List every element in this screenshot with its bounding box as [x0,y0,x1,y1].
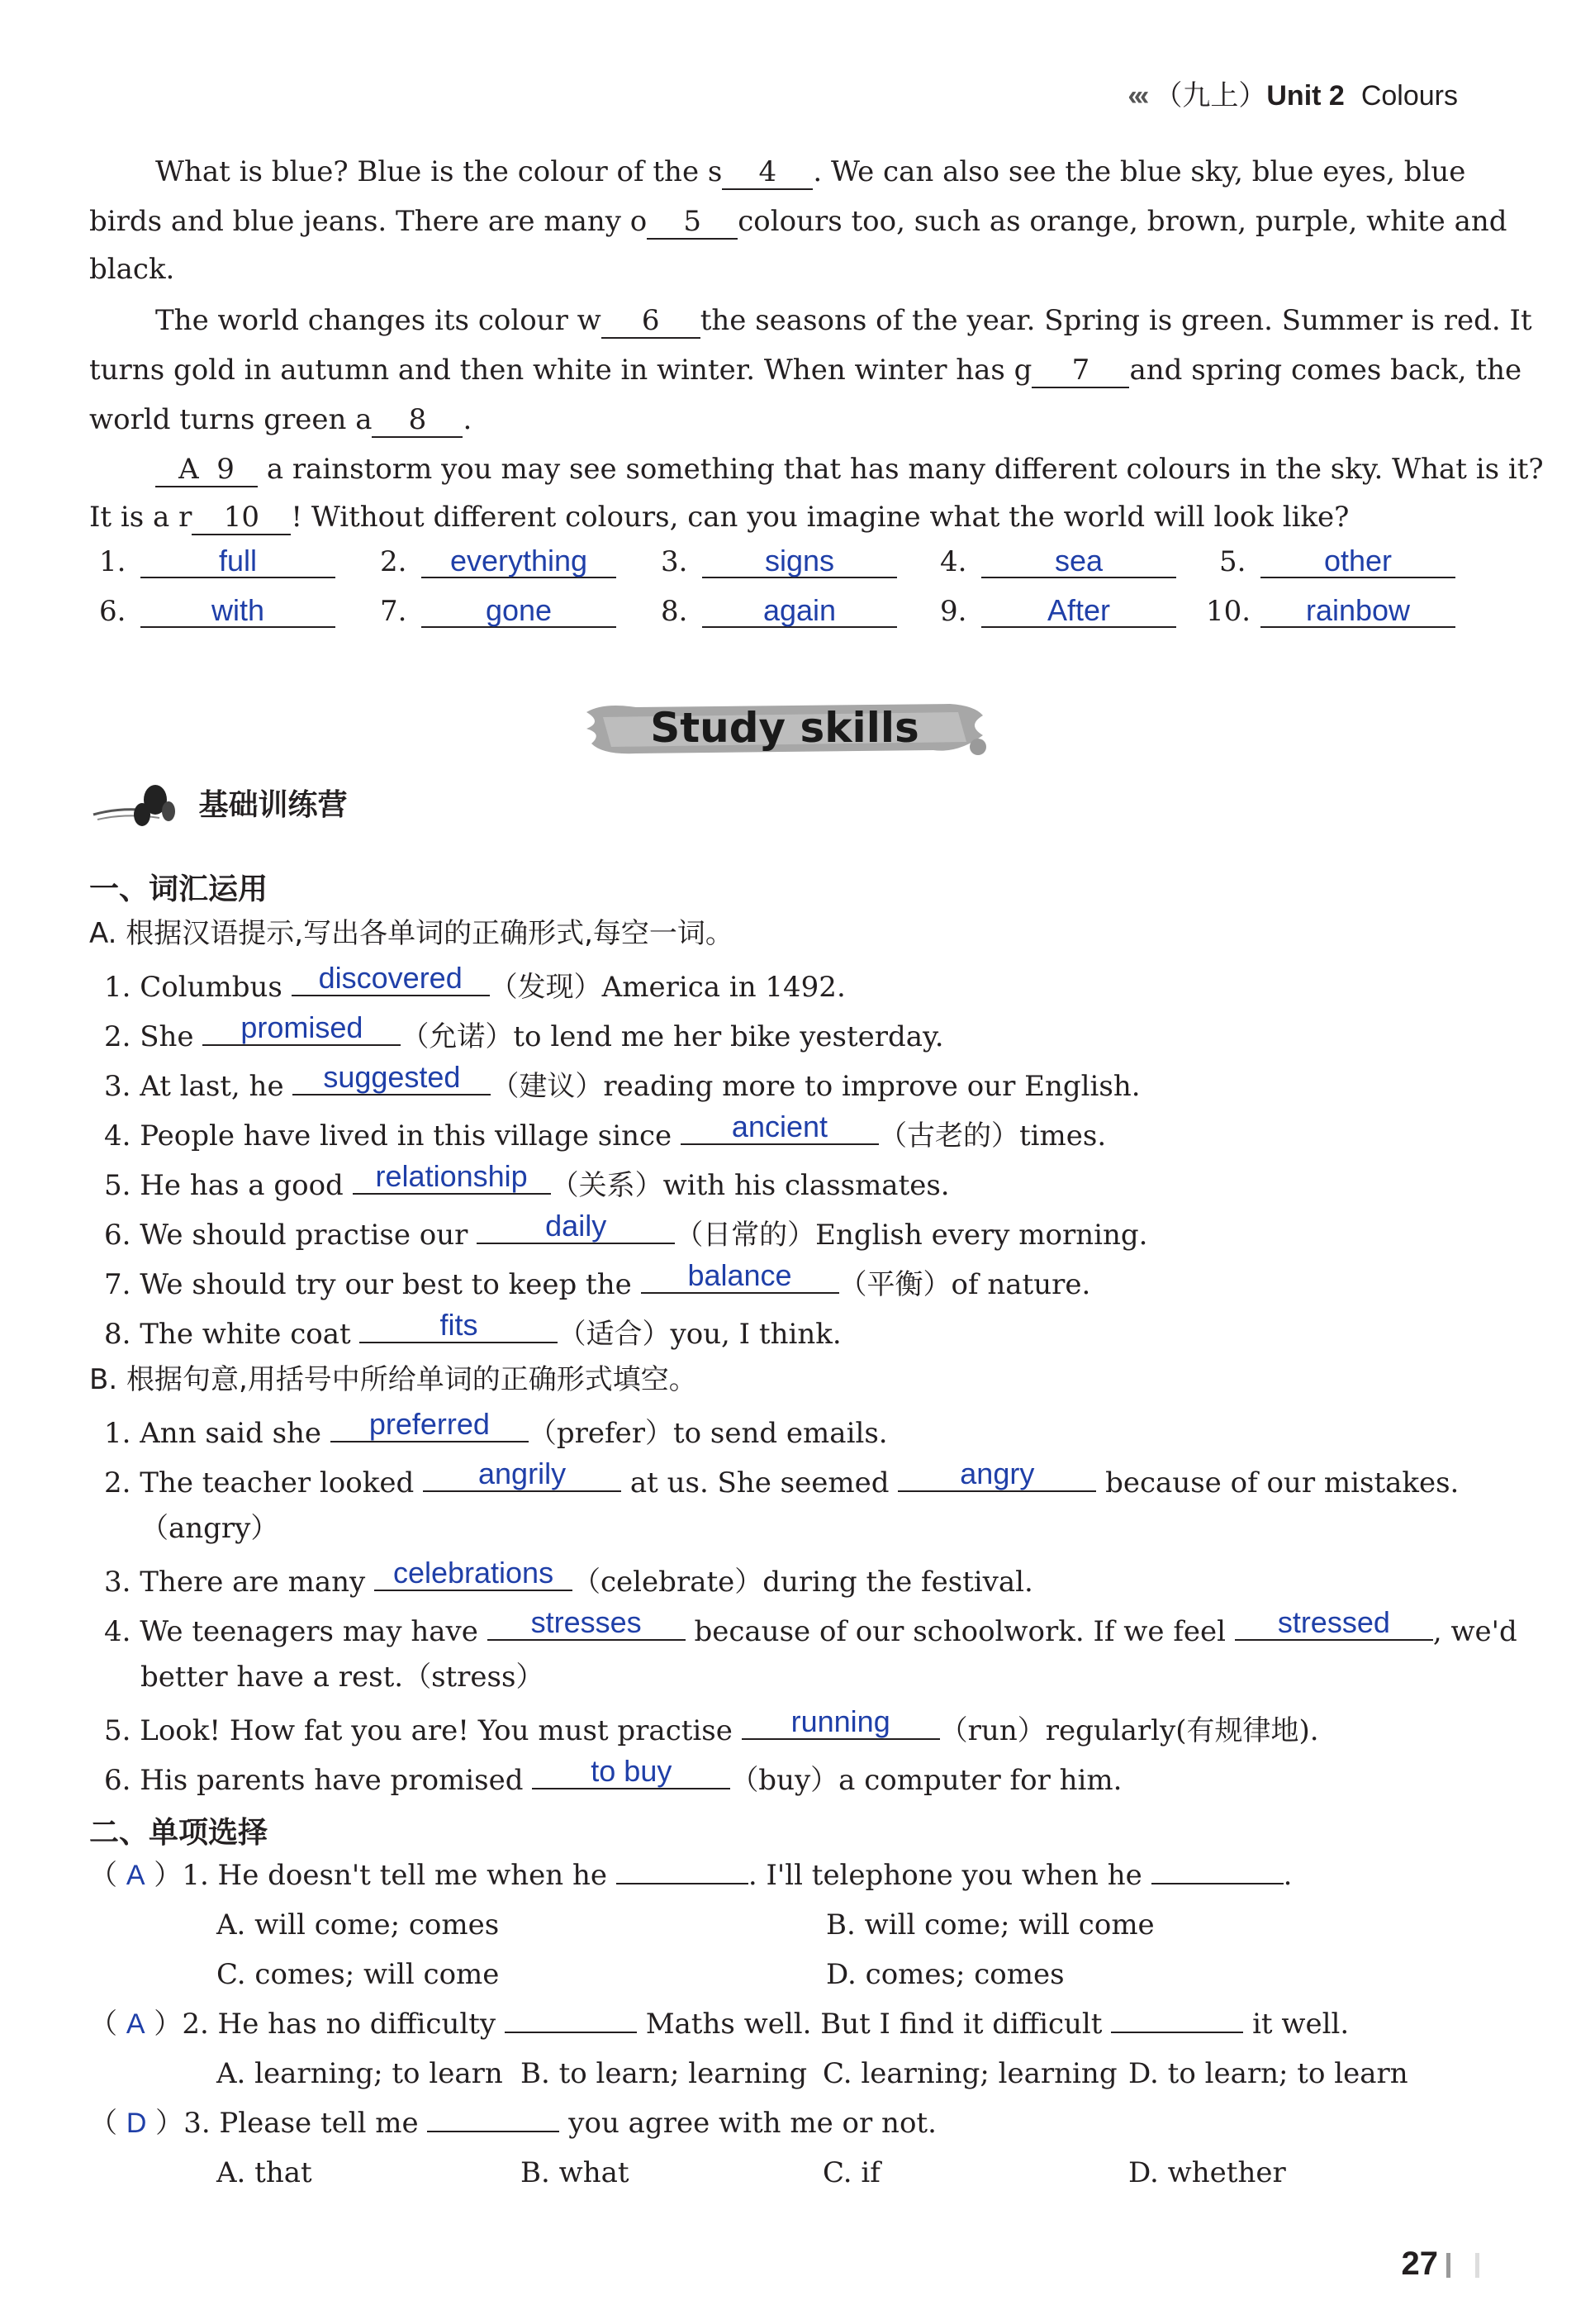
section-logo-text: 基础训练营 [198,788,348,822]
answer-field[interactable]: fits [359,1314,558,1343]
passage-line: It is a r 10 ! Without different colours, can you imagine what the world will look like? [89,501,1350,534]
part2-title: 二、单项选择 [89,1816,268,1850]
vocab-item: 8. The white coat fits （适合）you, I think. [104,1308,842,1351]
answer-field[interactable]: suggested [292,1066,491,1095]
answer-cell: 1. full [99,545,335,578]
vocab-item: 2. She promised （允诺）to lend me her bike yesterday. [104,1010,944,1053]
answer-field[interactable]: to buy [532,1760,730,1789]
mcq-option[interactable]: D. whether [1128,2156,1286,2189]
answer-cell: 6. with [99,595,335,628]
answer-field[interactable]: rainbow [1260,595,1455,628]
mcq-option[interactable]: D. comes; comes [826,1958,1065,1991]
answer-field[interactable]: with [140,595,335,628]
page-number: 27 [1402,2246,1480,2283]
mcq-option[interactable]: C. comes; will come [216,1958,500,1991]
mcq-option[interactable]: A. that [216,2156,312,2189]
part1-A-instruction: A. 根据汉语提示,写出各单词的正确形式,每空一词。 [89,917,733,950]
answer-field[interactable]: full [140,545,335,578]
answer-field[interactable]: gone [421,595,616,628]
mcq-option[interactable]: D. to learn; to learn [1128,2057,1408,2090]
answer-field[interactable]: sea [981,545,1176,578]
answer-cell: 8. again [661,595,897,628]
section-banner [570,696,999,762]
mcq-option[interactable]: B. what [520,2156,629,2189]
answer-cell: 3. signs [661,545,897,578]
vocab-item: 6. We should practise our daily （日常的）English every morning. [104,1209,1148,1252]
answer-field[interactable]: angry [898,1462,1096,1492]
header-grade: （九上） [1154,80,1267,112]
answer-field[interactable]: stressed [1235,1611,1433,1641]
answer-field[interactable]: relationship [353,1165,551,1195]
answer-field[interactable]: angrily [423,1462,621,1492]
passage-line: black. [89,253,175,286]
vocab-item: 4. People have lived in this village since ancient （古老的）times. [104,1110,1107,1152]
passage-line: What is blue? Blue is the colour of the s 4 . We can also see the blue sky, blue eyes, blue [155,155,1466,188]
answer-field[interactable]: After [981,595,1176,628]
answer-field[interactable]: promised [202,1016,401,1046]
part1-B-instruction: B. 根据句意,用括号中所给单词的正确形式填空。 [89,1363,697,1396]
answer-field[interactable]: discovered [292,967,490,996]
answer-field[interactable]: daily [477,1214,675,1244]
grammar-item: 6. His parents have promised to buy （buy）a computer for him. [104,1754,1123,1797]
mcq-option[interactable]: C. learning; learning [823,2057,1118,2090]
grammar-item: 5. Look! How fat you are! You must practise running （run）regularly(有规律地). [104,1704,1319,1747]
answer-field[interactable]: running [742,1710,940,1740]
mcq-option[interactable]: A. will come; comes [216,1908,500,1941]
vocab-item: 3. At last, he suggested （建议）reading more to improve our English. [104,1060,1141,1103]
answer-field[interactable]: everything [421,545,616,578]
header-unit: Unit 2 [1266,80,1345,112]
mcq-option[interactable]: B. to learn; learning [520,2057,808,2090]
answer-field[interactable]: again [702,595,897,628]
passage-line: birds and blue jeans. There are many o 5 colours too, such as orange, brown, purple, white and [89,205,1507,238]
answer-cell: 10. rainbow [1206,595,1455,628]
grammar-item: 2. The teacher looked angrily at us. She seemed angry because of our mistakes. [104,1457,1460,1499]
answer-cell: 7. gone [380,595,616,628]
blank-10: 10 [192,501,291,535]
page-marker-icon [1446,2253,1479,2278]
mcq-answer[interactable]: A [126,2008,145,2040]
answer-field[interactable]: celebrations [374,1561,572,1591]
grammar-item: 3. There are many celebrations （celebrate）during the festival. [104,1556,1033,1599]
section-logo [89,782,348,831]
blank-8: 8 [372,403,463,438]
answer-field[interactable]: signs [702,545,897,578]
passage-line: The world changes its colour w 6 the seasons of the year. Spring is green. Summer is red. It [155,304,1532,337]
passage-line: turns gold in autumn and then white in winter. When winter has g 7 and spring comes back, the [89,354,1522,387]
blank-5: 5 [647,205,738,240]
mcq-answer[interactable]: A [126,1860,145,1891]
mcq-option[interactable]: A. learning; to learn [216,2057,503,2090]
part1-title: 一、词汇运用 [89,872,268,906]
answer-field[interactable]: ancient [681,1115,879,1145]
vocab-item: 1. Columbus discovered （发现）America in 1492. [104,961,846,1004]
passage-line: A 9 a rainstorm you may see something that has many different colours in the sky. What is it? [155,453,1544,487]
answer-field[interactable]: balance [641,1264,839,1294]
blank-4: 4 [722,155,813,190]
vocab-item: 5. He has a good relationship （关系）with his classmates. [104,1159,950,1202]
mcq-answer[interactable]: D [126,2108,147,2139]
answer-cell: 5. other [1219,545,1455,578]
section-banner-title: Study skills [650,704,919,752]
mcq-stem: （ A ）2. He has no difficulty Maths well. But I find it difficult it well. [89,2008,1350,2041]
answer-cell: 2. everything [380,545,616,578]
mcq-option[interactable]: C. if [823,2156,881,2189]
answer-field[interactable]: preferred [330,1413,529,1442]
chevron-left-icon: ‹‹‹ [1127,80,1146,112]
blank-7: 7 [1032,354,1129,388]
grammar-item: 1. Ann said she preferred （prefer）to send emails. [104,1407,888,1450]
leaf-icon [89,782,188,831]
answer-cell: 9. After [940,595,1176,628]
answer-cell: 4. sea [940,545,1176,578]
vocab-item: 7. We should try our best to keep the balance （平衡）of nature. [104,1258,1091,1301]
answer-field[interactable]: other [1260,545,1455,578]
grammar-item-cont: （angry） [140,1512,279,1545]
answer-field[interactable]: stresses [487,1611,686,1641]
passage-line: world turns green a 8 . [89,403,472,436]
grammar-item: 4. We teenagers may have stresses because of our schoolwork. If we feel stressed , we'd [104,1605,1517,1648]
mcq-stem: （ A ）1. He doesn't tell me when he . I'll telephone you when he . [89,1859,1293,1892]
header-topic: Colours [1360,80,1458,112]
blank-6: 6 [601,304,700,339]
mcq-stem: （ D ）3. Please tell me you agree with me or not. [89,2107,937,2140]
mcq-option[interactable]: B. will come; will come [826,1908,1155,1941]
grammar-item-cont: better have a rest.（stress） [140,1661,544,1694]
page-header [1127,73,1458,113]
